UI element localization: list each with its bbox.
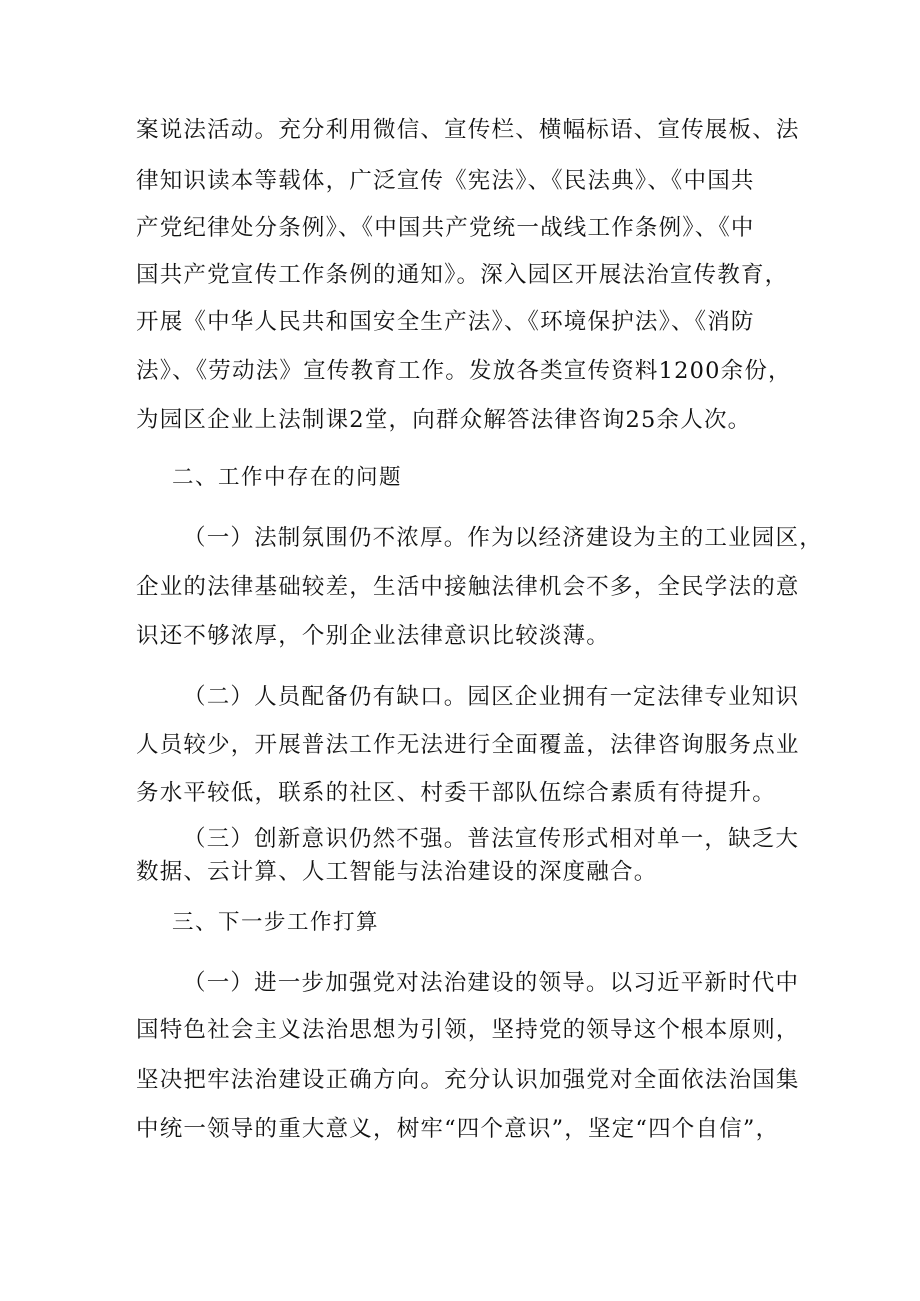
text-line: 数据、云计算、人工智能与法治建设的深度融合。 (136, 859, 658, 885)
text-line: 开展《中华人民共和国安全生产法》、《环境保护法》、《消防 (136, 309, 755, 335)
text-line: 国特色社会主义法治思想为引领，坚持党的领导这个根本原则， (136, 1017, 800, 1043)
text-line: 务水平较低，联系的社区、村委干部队伍综合素质有待提升。 (136, 780, 776, 806)
text-line: 为园区企业上法制课2堂，向群众解答法律咨询25余人次。 (136, 407, 752, 433)
section-heading: 二、工作中存在的问题 (172, 465, 403, 490)
text-line: 中统一领导的重大意义，树牢“四个意识”，坚定“四个自信”， (136, 1116, 780, 1142)
text-line: 国共产党宣传工作条例的通知》。深入园区开展法治宣传教育， (136, 262, 789, 288)
text-line: 识还不够浓厚，个别企业法律意识比较淡薄。 (136, 623, 611, 649)
text-line: 坚决把牢法治建设正确方向。充分认识加强党对全面依法治国集 (136, 1067, 800, 1093)
paragraph-first-line: （二）人员配备仍有缺口。园区企业拥有一定法律专业知识 (183, 684, 800, 710)
text-line: 律知识读本等载体，广泛宣传《宪法》、《民法典》、《中国共 (136, 168, 755, 194)
text-line: 人员较少，开展普法工作无法进行全面覆盖，法律咨询服务点业 (136, 732, 800, 758)
text-line: 法》、《劳动法》宣传教育工作。发放各类宣传资料1200余份， (136, 358, 792, 384)
paragraph-first-line: （一）进一步加强党对法治建设的领导。以习近平新时代中 (183, 970, 800, 996)
text-line: 企业的法律基础较差，生活中接触法律机会不多，全民学法的意 (136, 574, 800, 600)
paragraph-first-line: （一）法制氛围仍不浓厚。作为以经济建设为主的工业园区， (183, 525, 823, 551)
section-heading: 三、下一步工作打算 (172, 910, 380, 935)
text-line: 案说法活动。充分利用微信、宣传栏、横幅标语、宣传展板、法 (136, 117, 800, 143)
paragraph-first-line: （三）创新意识仍然不强。普法宣传形式相对单一，缺乏大 (183, 826, 800, 852)
text-line: 产党纪律处分条例》、《中国共产党统一战线工作条例》、《中 (136, 215, 755, 241)
